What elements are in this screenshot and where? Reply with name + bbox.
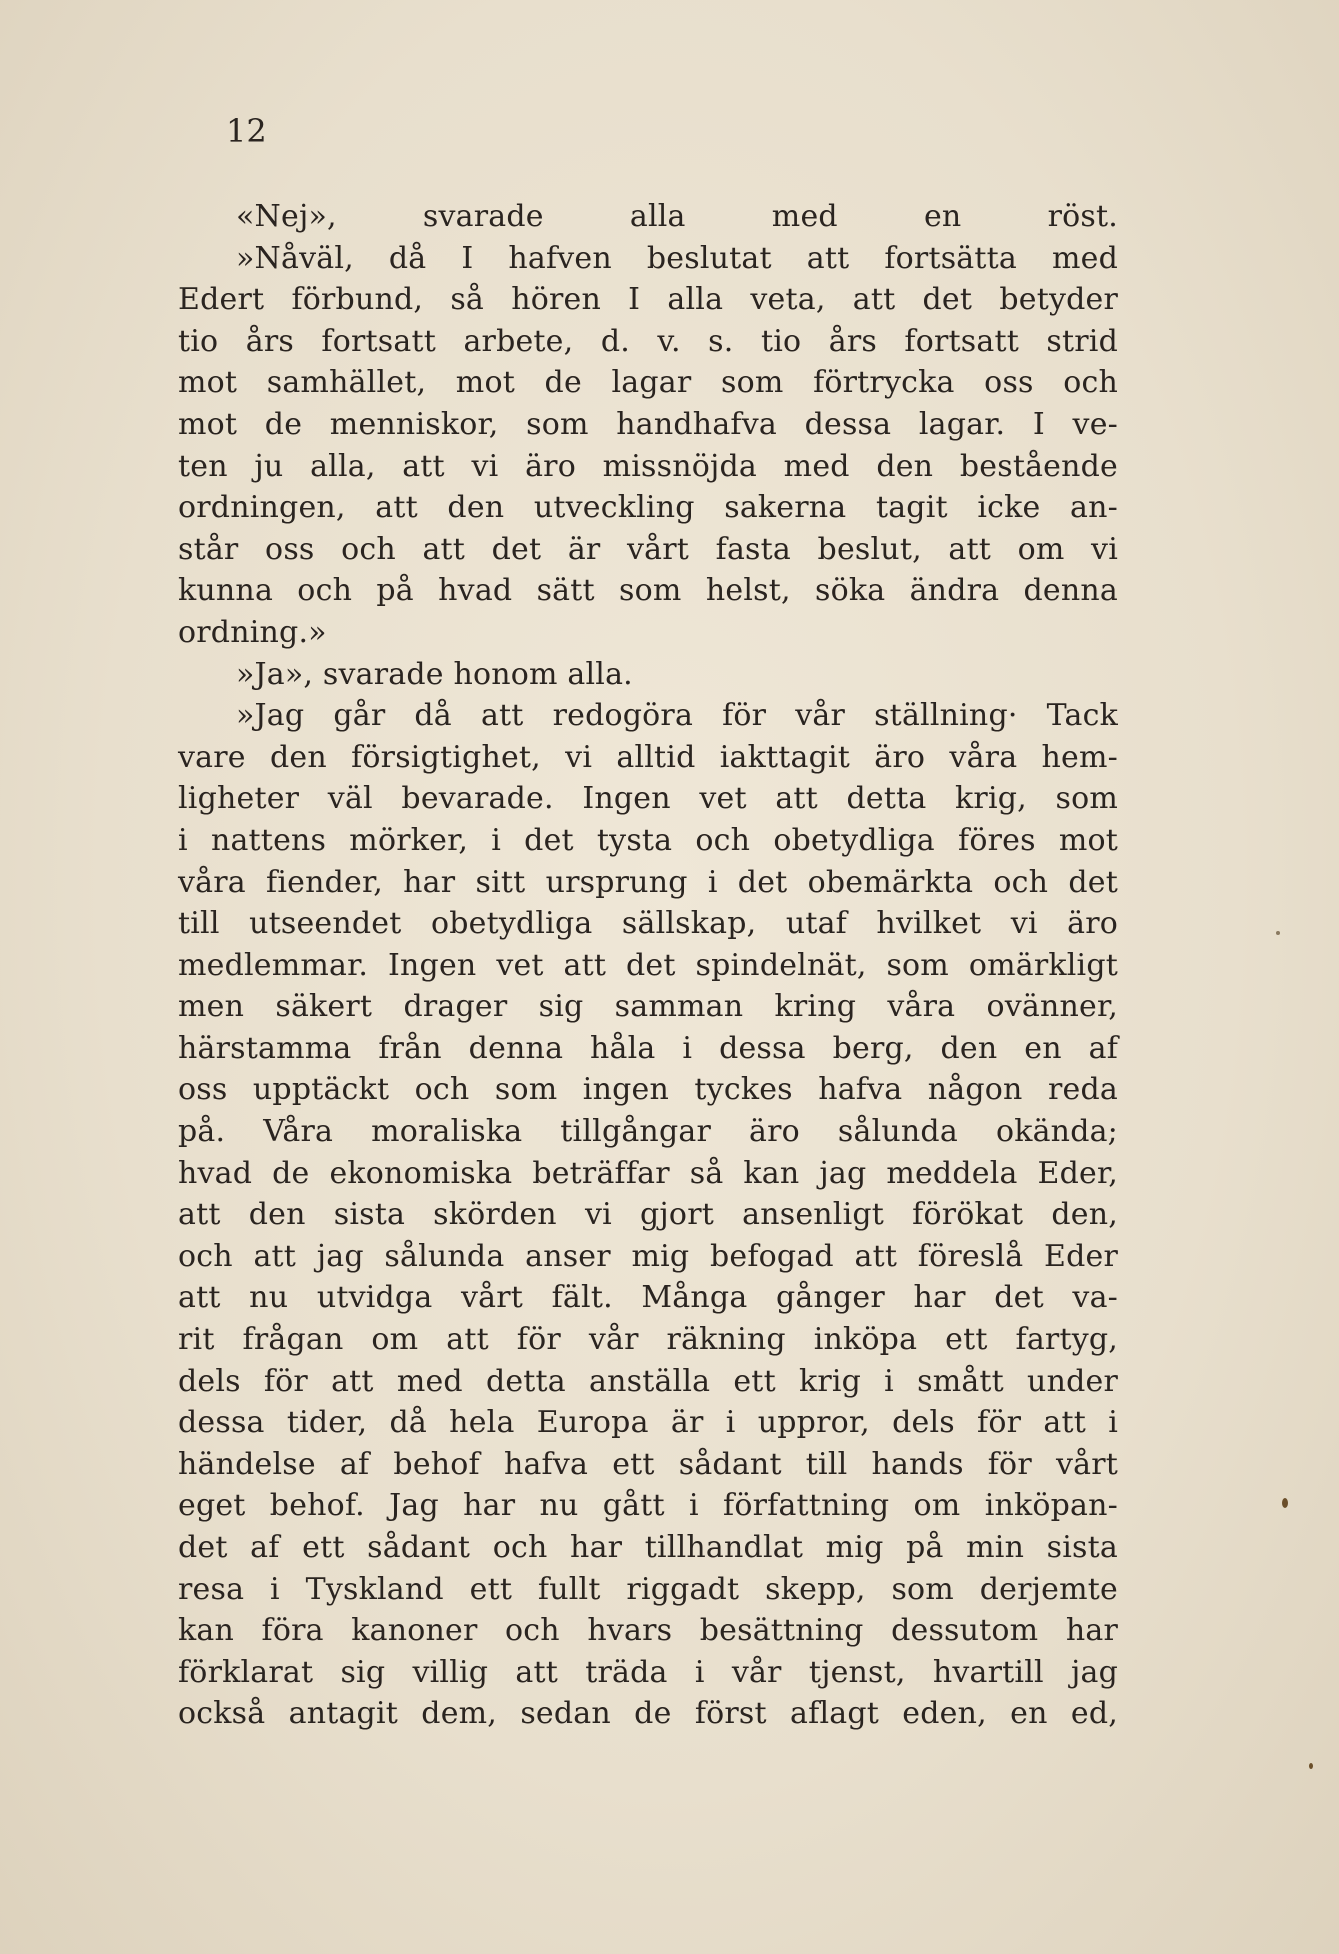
text-line: dels för att med detta anställa ett krig i smått under [178,1363,1118,1399]
text-line: att den sista skörden vi gjort ansenligt förökat den, [178,1197,1118,1233]
text-line: ligheter väl bevarade. Ingen vet att detta krig, som [178,781,1118,817]
text-line: dessa tider, då hela Europa är i uppror, dels för att i [178,1405,1118,1441]
text-line: tio års fortsatt arbete, d. v. s. tio års fortsatt strid [178,323,1118,359]
text-line: också antagit dem, sedan de först aflagt eden, en ed, [178,1696,1118,1732]
text-line: vare den försigtighet, vi alltid iakttagit äro våra hem- [178,739,1118,775]
text-line: ten ju alla, att vi äro missnöjda med den bestående [178,448,1118,484]
text-line: händelse af behof hafva ett sådant till hands för vårt [178,1446,1118,1482]
text-line: till utseendet obetydliga sällskap, utaf hvilket vi äro [178,906,1118,942]
text-line: »Ja», svarade honom alla. [236,656,633,692]
text-line: men säkert drager sig samman kring våra ovänner, [178,989,1118,1025]
text-line: hvad de ekonomiska beträffar så kan jag meddela Eder, [178,1155,1118,1191]
text-line: ordning.» [178,614,327,650]
text-line: att nu utvidga vårt fält. Många gånger har det va- [178,1280,1118,1316]
text-line: mot samhället, mot de lagar som förtrycka oss och [178,365,1118,401]
text-line: »Nåväl, då I hafven beslutat att fortsätta med [236,240,1118,276]
text-line: kan föra kanoner och hvars besättning dessutom har [178,1613,1118,1649]
text-line: det af ett sådant och har tillhandlat mig på min sista [178,1530,1118,1565]
text-line: står oss och att det är vårt fasta beslut, att om vi [178,531,1118,567]
text-line: medlemmar. Ingen vet att det spindelnät, som omärkligt [178,947,1118,983]
text-line: Edert förbund, så hören I alla veta, att det betyder [178,282,1118,318]
body-text [178,196,1118,1735]
text-line: förklarat sig villig att träda i vår tjenst, hvartill jag [178,1654,1118,1690]
text-line: och att jag sålunda anser mig befogad att föreslå Eder [178,1238,1118,1274]
text-line: kunna och på hvad sätt som helst, söka ändra denna [178,573,1118,609]
text-line: eget behof. Jag har nu gått i författning om inköpan- [178,1488,1118,1524]
text-line: mot de menniskor, som handhafva dessa lagar. I ve- [178,406,1118,442]
text-line: «Nej», svarade alla med en röst. [236,199,1118,234]
page-number: 12 [226,112,267,150]
text-line: våra fiender, har sitt ursprung i det obemärkta och det [178,864,1118,900]
text-line: rit frågan om att för vår räkning inköpa ett fartyg, [178,1322,1118,1358]
text-line: ordningen, att den utveckling sakerna tagit icke an- [178,490,1118,526]
text-line: oss upptäckt och som ingen tyckes hafva någon reda [178,1072,1118,1108]
text-line: härstamma från denna håla i dessa berg, den en af [178,1030,1118,1066]
paper-speck [1309,1763,1313,1769]
text-line: i nattens mörker, i det tysta och obetydliga föres mot [178,822,1118,858]
text-line: resa i Tyskland ett fullt riggadt skepp, som derjemte [178,1571,1118,1607]
text-line: »Jag går då att redogöra för vår ställning· Tack [236,698,1118,734]
text-line: på. Våra moraliska tillgångar äro sålunda okända; [178,1114,1118,1150]
paper-speck [1282,1498,1288,1508]
paper-speck [1276,931,1280,935]
